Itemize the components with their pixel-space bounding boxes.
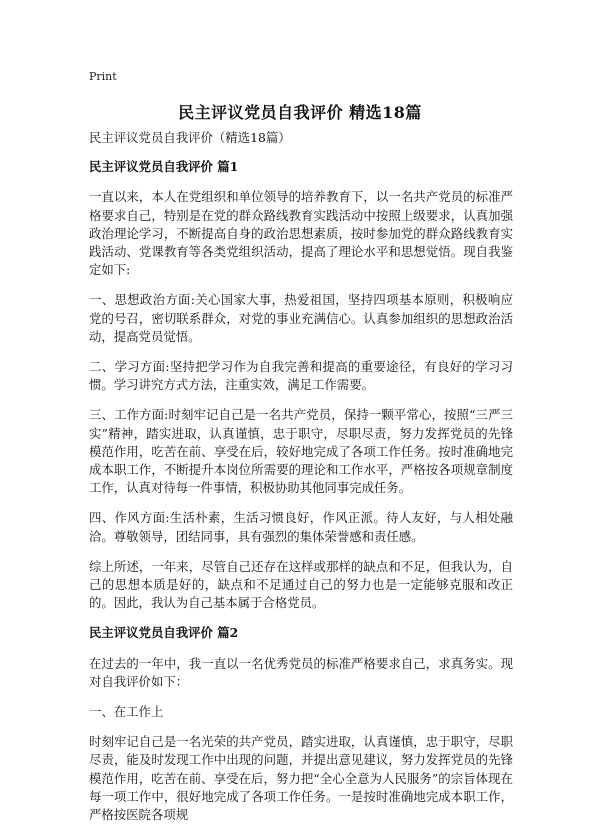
paragraph: 时刻牢记自己是一名光荣的共产党员，踏实进取，认真谨慎，忠于职守，尽职尽责，能及时发现工作中出现的问题，并提出意见建议，努力发挥党员的先锋模范作用，吃苦在前、享受在后，努力把“全心全意为人民服务”的宗旨体现在每一项工作中，很好地完成了各项工作任务。一是按时准确地完成本职工作，严格按医院各项规: [89, 734, 513, 823]
document-title: 民主评议党员自我评价 精选18篇: [178, 103, 422, 122]
paragraph: 一直以来，本人在党组织和单位领导的培养教育下，以一名共产党员的标准严格要求自己，特别是在党的群众路线教育实践活动中按照上级要求，认真加强政治理论学习，不断提高自身的政治思想素质，按时参加党的群众路线教育实践活动、党课教育等各类党组织活动，提高了理论水平和思想觉悟。现自我鉴定如下:: [89, 189, 513, 278]
section-heading-2: 民主评议党员自我评价 篇2: [89, 625, 239, 641]
section-heading-1: 民主评议党员自我评价 篇1: [89, 159, 239, 175]
paragraph: 三、工作方面:时刻牢记自己是一名共产党员，保持一颗平常心，按照“三严三实”精神，踏实进取，认真谨慎，忠于职守，尽职尽责，努力发挥党员的先锋模范作用，吃苦在前、享受在后，较好地完成了各项工作任务。按时准确地完成本职工作，不断提升本岗位所需要的理论和工作水平，严格按各项规章制度工作，认真对待每一件事情，积极协助其他同事完成任务。: [89, 407, 513, 496]
document-body: [89, 129, 513, 836]
paragraph: 一、思想政治方面:关心国家大事，热爱祖国，坚持四项基本原则，积极响应党的号召，密切联系群众，对党的事业充满信心。认真参加组织的思想政治活动，提高党员觉悟。: [89, 292, 513, 344]
paragraph: 一、在工作上: [89, 704, 164, 720]
document-subtitle: 民主评议党员自我评价（精选18篇）: [89, 130, 291, 145]
paragraph: 四、作风方面:生活朴素，生活习惯良好，作风正派。待人友好，与人相处融洽。尊敬领导，团结同事，具有强烈的集体荣誉感和责任感。: [89, 510, 513, 544]
print-label[interactable]: Print: [89, 70, 117, 83]
paragraph: 综上所述，一年来，尽管自己还存在这样或那样的缺点和不足，但我认为，自己的思想本质是好的，缺点和不足通过自己的努力也是一定能够克服和改正的。因此，我认为自己基本属于合格党员。: [89, 558, 513, 611]
paragraph: 二、学习方面:坚持把学习作为自我完善和提高的重要途径，有良好的学习习惯。学习讲究方式方法，注重实效，满足工作需要。: [89, 359, 513, 393]
paragraph: 在过去的一年中，我一直以一名优秀党员的标准严格要求自己，求真务实。现对自我评价如下：: [89, 655, 513, 689]
